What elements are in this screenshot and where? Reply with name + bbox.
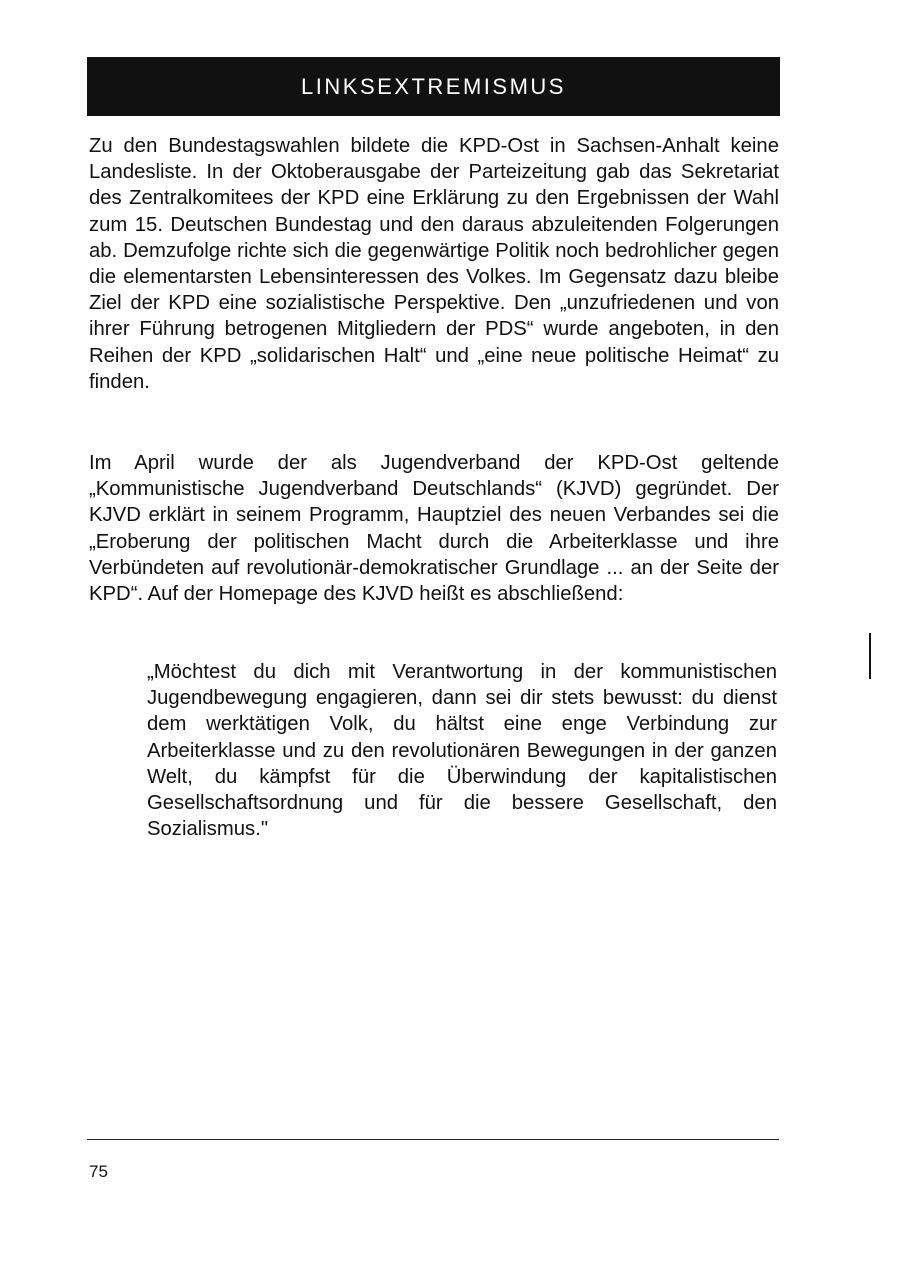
body-paragraph-2: Im April wurde der als Jugendverband der KPD-Ost geltende „Kommunistische Jugendverband Deutschlands“ (KJVD) gegründet. Der KJVD erklärt in seinem Programm, Hauptziel des neuen Verbandes sei die „Eroberung der politischen Macht durch die Arbeiterklasse und ihre Verbündeten auf revolutionär-demokratischer Grundlage ... an der Seite der KPD“. Auf der Homepage des KJVD heißt es abschließend:: [89, 452, 779, 606]
section-title: LINKSEXTREMISMUS: [301, 73, 566, 99]
body-paragraph-1: Zu den Bundestagswahlen bildete die KPD-Ost in Sachsen-Anhalt keine Landesliste. In der Oktoberausgabe der Parteizeitung gab das Sekretariat des Zentralkomitees der KPD eine Erklärung zu den Ergebnissen der Wahl zum 15. Deutschen Bundestag und den daraus abzuleitenden Folgerungen ab. Demzufolge richte sich die gegenwärtige Politik noch bedrohlicher gegen die elementarsten Lebensinteressen des Volkes. Im Gegensatz dazu bleibe Ziel der KPD eine sozialistische Perspektive. Den „unzufriedenen und von ihrer Führung betrogenen Mitgliedern der PDS“ wurde angeboten, in den Reihen der KPD „solidarischen Halt“ und „eine neue politische Heimat“ zu finden.: [89, 135, 779, 393]
block-quote: „Möchtest du dich mit Verantwortung in der kommunistischen Jugendbewegung engagieren, dann sei dir stets bewusst: du dienst dem werktätigen Volk, du hältst eine enge Verbindung zur Arbeiterklasse und zu den revolutionären Bewegungen in der ganzen Welt, du kämpfst für die Überwindung der kapitalistischen Gesellschaftsordnung und für die bessere Gesellschaft, den Sozialismus.": [147, 661, 777, 841]
section-header-bar: [87, 57, 780, 116]
page-number: 75: [89, 1162, 108, 1181]
footer-divider: [87, 1139, 779, 1140]
margin-mark: [869, 633, 871, 679]
